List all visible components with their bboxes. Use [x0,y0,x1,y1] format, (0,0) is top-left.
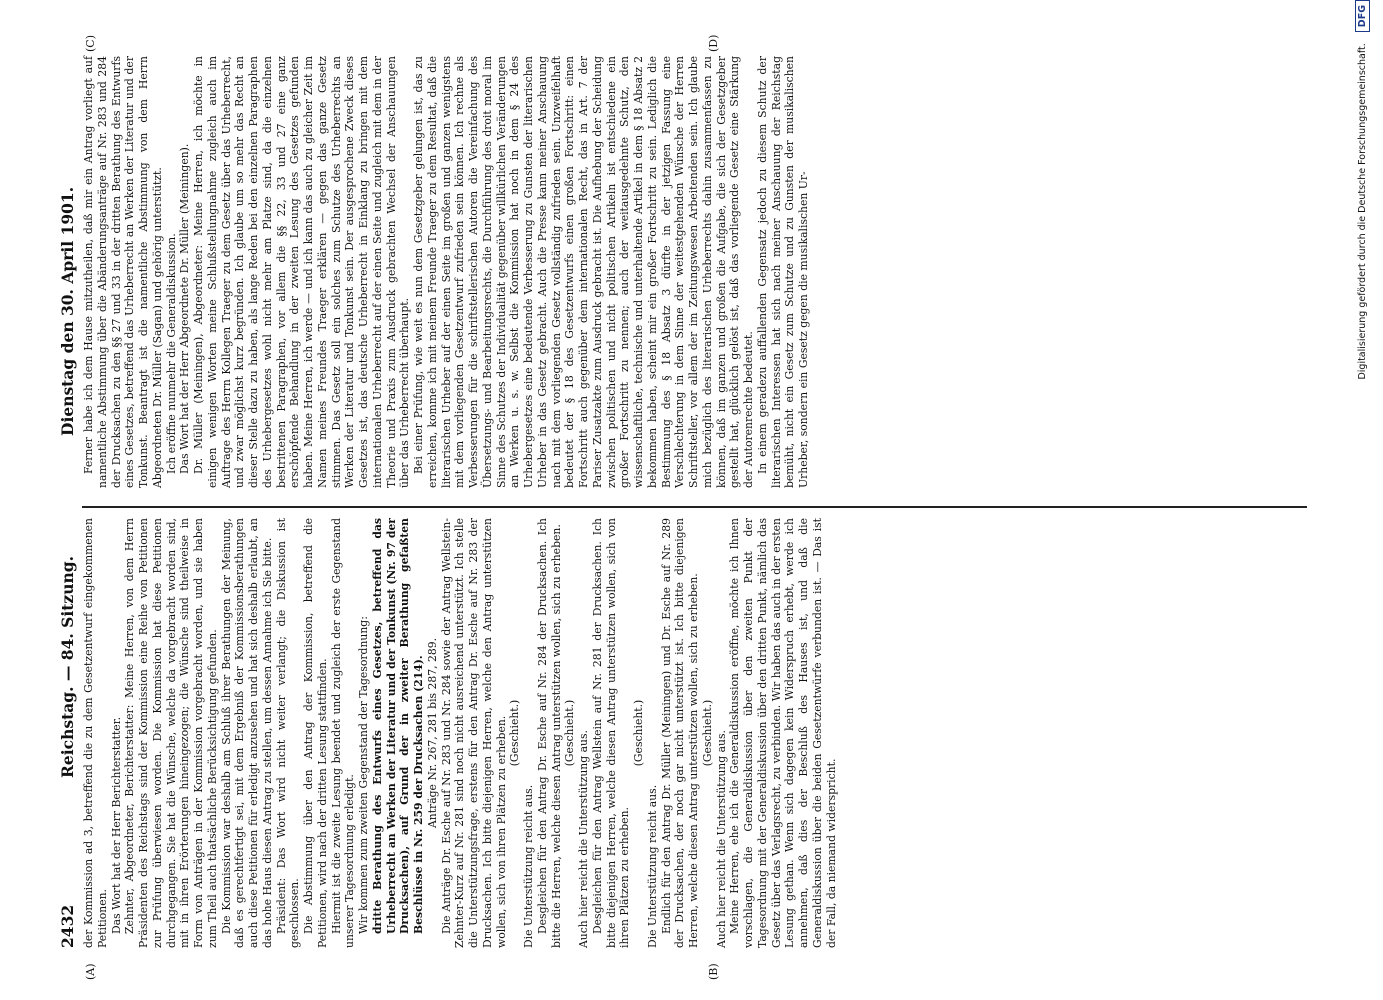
paragraph: Das Wort hat der Herr Abgeordnete Dr. Müller (Meiningen). [178,143,192,474]
paragraph: Die Anträge Dr. Esche auf Nr. 283 und Nr. 284 sowie der Antrag Wellstein-Zehnter-Kurz auf Nr. 281 sind noch nicht ausreichend unterstützt. Ich stelle die Unterstützungsfrage, erstens für den Antrag Dr. Esche auf Nr. 283 der Drucksachen. Ich bitte diejenigen Herren, welche den Antrag unterstützen wollen, sich von ihren Plätzen zu erheben. [439,518,508,948]
right-text-column [82,56,811,488]
paragraph: Bei einer Prüfung, wie weit es nun dem Gesetzgeber gelungen ist, das zu erreichen, komme ich mit meinem Freunde Traeger zu dem Resultat, daß die literarischen Urheber auf der einen Seite im großen und ganzen wenigstens mit dem vorliegenden Gesetzentwurf zufrieden sein können. Ich rechne als Verbesserungen für die schriftstellerischen Autoren die Vereinfachung des Übersetzungs- und Bearbeitungsrechts, die Durchführung des droit moral im Sinne des Schutzes der Individualität gegenüber willkürlichen Veränderungen an Werken u. s. w. Selbst die Kommission hat noch in dem § 24 des Urhebergesetzes eine bedeutende Verbesserung zu Gunsten der literarischen Urheber in das Gesetz gebracht. Auch die Presse kann meiner Anschauung nach mit dem vorliegenden Gesetz vollständig zufrieden sein. Unzweifelhaft bedeutet der § 18 des Gesetzentwurfs einen großen Fortschritt: einen Fortschritt auch gegenüber dem internationalen Recht, das in Art. 7 der Pariser Zusatzakte zum Ausdruck gebracht ist. Die Aufhebung der Scheidung zwischen politischen und nicht politischen Artikeln ist entschiedene ein großer Fortschritt zu nennen; auch der weitausgedehnte Schutz, den wissenschaftliche, technische und unterhaltende Artikel in dem § 18 Absatz 2 bekommen haben, scheint mir ein großer Fortschritt zu sein. Lediglich die Bestimmung des § 18 Absatz 3 dürfte in der jetzigen Fassung eine Verschlechterung in dem Sinne der weitestgehenden Wünsche der Herren Schriftsteller, vor allem der im Zeitungswesen Arbeitenden sein. Ich glaube mich bezüglich des literarischen Urheberrechts dahin zusammenfassen zu können, daß im ganzen und großen die Aufgabe, die sich der Gesetzgeber gestellt hat, glücklich gelöst ist, daß das vorliegende Gesetz eine Stärkung der Autorenrechte bedeutet. [412,56,755,488]
speech-rapporteur: Zehnter, Abgeordneter, Berichterstatter: Meine Herren, von dem Herrn Präsidenten des Reichstags sind der Kommission eine Reihe von Petitionen zur Prüfung überwiesen worden. Die Kommission hat diese Petitionen durchgegangen. Sie hat die Wünsche, welche da vorgebracht worden sind, mit in ihren Erörterungen hineingezogen; die Wünsche sind theilweise in Form von Anträgen in der Kommission vorgebracht worden, und sie haben zum Theil auch thatsächliche Berücksichtigung gefunden. [123,518,219,948]
paragraph: Die Unterstützung reicht aus. [645,784,659,948]
paragraph: Auch hier reicht die Unterstützung aus. [714,730,728,948]
stage-direction: (Geschieht.) [563,699,577,767]
session-date: Dienstag den 30. April 1901. [58,186,77,436]
paragraph: In einem geradezu auffallenden Gegensatz jedoch zu diesem Schutz der literarischen Interessen hat sich nach meiner Anschauung der Reichstag bemüht, nicht ein Gesetz zum Schutze und zu Gunsten der musikalischen Urheber, sondern ein Gesetz gegen die musikalischen Ur- [755,56,810,488]
digitization-credit [1355,0,1370,880]
motions-line: Anträge Nr. 267, 281 bis 287, 289. [425,637,439,829]
paragraph: Hiermit ist die zweite Lesung beendet und zugleich der erste Gegenstand unserer Tagesordnung erledigt. [329,518,357,948]
left-text-column [82,518,838,948]
agenda-item-heading: dritte Berathung des Entwurfs eines Gesetzes, betreffend das Urheberrecht an Werken der Literatur und der Tonkunst (Nr. 97 der Drucksachen), auf Grund der in zweiter Berathung gefaßten Beschlüsse in Nr. 259 der Drucksachen (214). [370,518,425,934]
paragraph: Die Kommission war deshalb am Schluß ihrer Berathungen der Meinung, daß es gerechtfertigt sei, mit dem Ergebniß der Kommissionsberathungen auch diese Petitionen für erledigt anzusehen und hat sich deshalb erlaubt, an das hohe Haus diesen Antrag zu stellen, um dessen Annahme ich Sie bitte. [219,518,274,948]
paragraph: Das Wort hat der Herr Berichterstatter. [109,716,123,934]
stage-direction: (Geschieht.) [700,699,714,767]
margin-mark-c: (C) [84,35,97,52]
paragraph: Meine Herren, ehe ich die Generaldiskussion eröffne, möchte ich Ihnen vorschlagen, die Generaldiskussion über den zweiten Punkt der Tagesordnung mit der Generaldiskussion über den dritten Punkt, nämlich das Gesetz über das Verlagsrecht, zu verbinden. Wir haben das auch in der ersten Lesung gethan. Wenn sich dagegen kein Widerspruch erhebt, werde ich annehmen, daß dies der Beschluß des Hauses ist, und daß die Generaldiskussion über die beiden Gesetzentwürfe verbunden ist. — Das ist der Fall, da niemand widerspricht. [728,518,838,948]
margin-mark-b: (B) [707,963,720,980]
speech-president: Präsident: Das Wort wird nicht weiter verlangt; die Diskussion ist geschlossen. [274,518,302,948]
session-title: Reichstag. — 84. Sitzung. [58,556,77,778]
page-number: 2432 [58,904,77,948]
paragraph: Ferner habe ich dem Hause mitzutheilen, daß mir ein Antrag vorliegt auf namentliche Abstimmung über die Abänderungsanträge auf Nr. 283 und 284 der Drucksachen zu den §§ 27 und 33 in der dritten Berathung des Entwurfs eines Gesetzes, betreffend das Urheberrecht an Werken der Literatur und der Tonkunst. Beantragt ist die namentliche Abstimmung von dem Herrn Abgeordneten Dr. Müller (Sagan) und gehörig unterstützt. [82,56,164,488]
stage-direction: (Geschieht.) [632,699,645,767]
margin-mark-a: (A) [84,963,97,980]
paragraph: Wir kommen zum zweiten Gegenstand der Tagesordnung: [357,616,370,934]
paragraph: Die Abstimmung über den Antrag der Kommission, betreffend die Petitionen, wird nach der dritten Lesung stattfinden. [302,518,329,948]
paragraph: Ich eröffne nunmehr die Generaldiskussion. [164,233,178,474]
paragraph: Endlich für den Antrag Dr. Müller (Meiningen) und Dr. Esche auf Nr. 289 der Drucksachen, der noch gar nicht unterstützt ist. Ich bitte diejenigen Herren, welche diesen Antrag unterstützen wollen, sich zu erheben. [659,518,700,948]
dfg-logo: DFG [1355,0,1370,32]
speech-mueller: Dr. Müller (Meiningen), Abgeordneter: Meine Herren, ich möchte in einigen wenigen Worten meine Schlußstellungnahme zugleich auch im Auftrage des Herrn Kollegen Traeger zu dem Gesetz über das Urheberrecht, und zwar möglichst kurz begründen. Ich glaube um so mehr das Recht an dieser Stelle dazu zu haben, als lange Reden bei den einzelnen Paragraphen des Urhebergesetzes wohl nicht mehr am Platze sind, da die einzelnen bestrittenen Paragraphen, vor allem die §§ 22, 33 und 27 eine ganz erschöpfende Behandlung in der zweiten Lesung des Gesetzes gefunden haben. Meine Herren, ich werde — und ich kann das auch zu gleicher Zeit im Namen meines Freundes Traeger erklären — gegen das ganze Gesetz stimmen. Das Gesetz soll ein solches zum Schutze des Urheberrechts an Werken der Literatur und Tonkunst sein. Der ausgesprochene Zweck dieses Gesetzes ist, das deutsche Urheberrecht in Einklang zu bringen mit dem internationalen Urheberrecht auf der einen Seite und zugleich mit dem in der Theorie und Praxis zum Ausdruck gebrachten Wechsel der Anschauungen über das Urheberrecht überhaupt. [192,56,412,488]
paragraph: Die Unterstützung reicht aus. [522,784,535,948]
margin-mark-d: (D) [707,34,720,52]
paragraph: Desgleichen für den Antrag Wellstein auf Nr. 281 der Drucksachen. Ich bitte diejenigen Herren, welche diesen Antrag unterstützen wollen, sich von ihren Plätzen zu erheben. [590,518,632,948]
paragraph: der Kommission ad 3, betreffend die zu dem Gesetzentwurf eingekommenen Petitionen. [82,518,109,948]
paragraph: Auch hier reicht die Unterstützung aus. [577,730,590,948]
column-divider [82,506,1307,508]
stage-direction: (Geschieht.) [508,699,522,767]
paragraph: Desgleichen für den Antrag Dr. Esche auf Nr. 284 der Drucksachen. Ich bitte die Herren, welche diesen Antrag unterstützen wollen, sich zu erheben. [535,518,563,948]
page-header [58,48,80,948]
credit-text: Digitalisierung gefördert durch die Deutsche Forschungsgemeinschaft. [1357,43,1368,380]
